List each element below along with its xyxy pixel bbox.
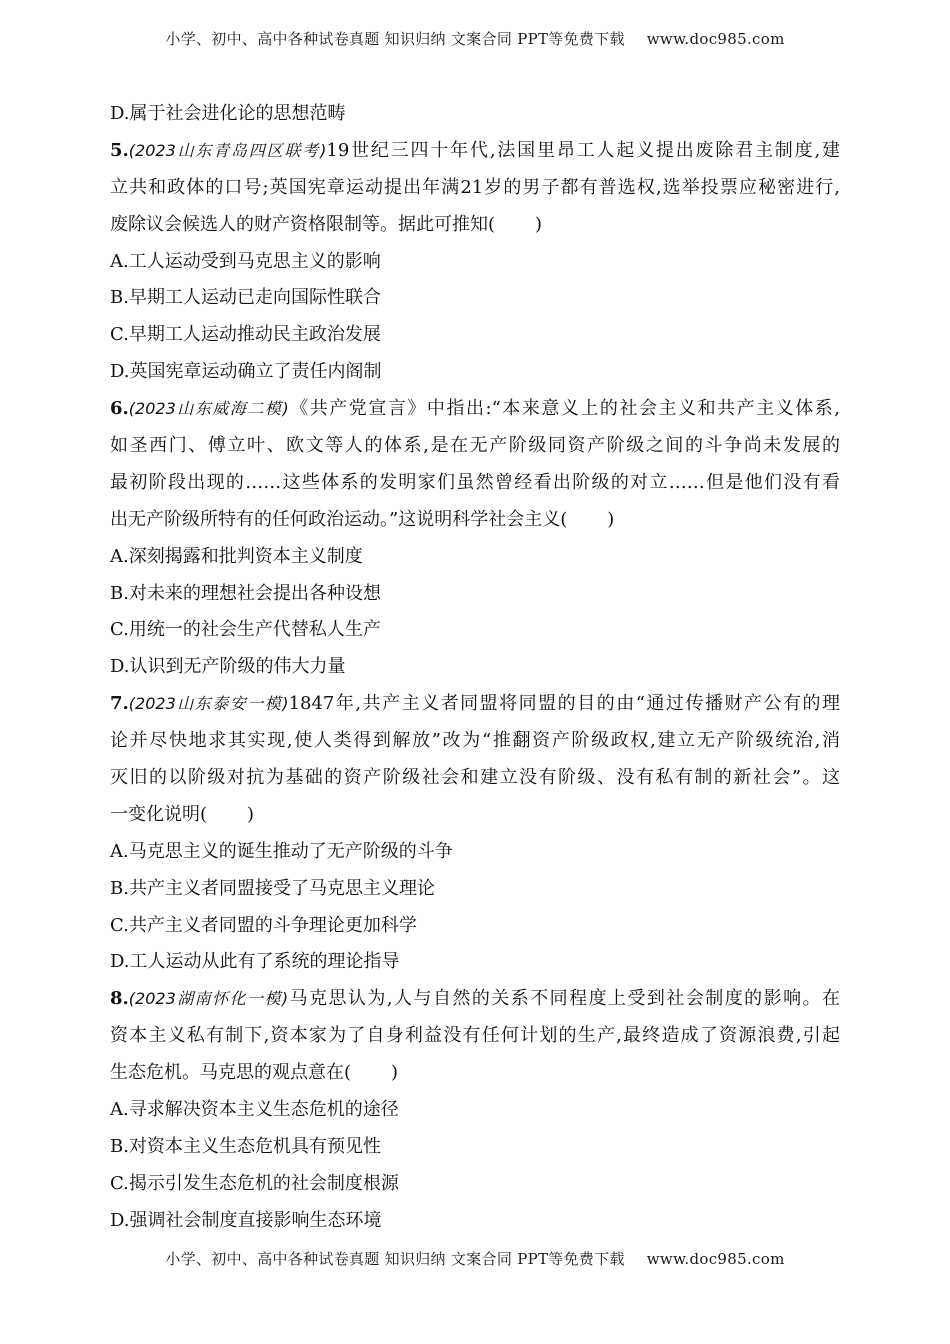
question-stem-line xyxy=(110,981,840,1018)
option-b[interactable]: B.对未来的理想社会提出各种设想 xyxy=(110,582,381,604)
option-c[interactable]: C.用统一的社会生产代替私人生产 xyxy=(110,619,381,641)
exam-content xyxy=(110,96,840,1240)
question-7 xyxy=(110,686,840,981)
question-number: 5. xyxy=(110,139,129,161)
option-a[interactable]: A.寻求解决资本主义生态危机的途径 xyxy=(110,1099,399,1121)
footer-text: 小学、初中、高中各种试卷真题 知识归纳 文案合同 PPT等免费下载 xyxy=(165,1250,625,1268)
question-number: 8. xyxy=(110,988,129,1010)
question-stem-line xyxy=(110,391,840,428)
option-c[interactable]: C.早期工人运动推动民主政治发展 xyxy=(110,324,381,346)
page-header xyxy=(0,28,950,49)
question-text: 《共产党宣言》中指出:“本来意义上的社会主义和共产主义体系, xyxy=(288,398,840,420)
header-site-link[interactable]: www.doc985.com xyxy=(646,30,785,48)
option-c[interactable]: C.共产主义者同盟的斗争理论更加科学 xyxy=(110,914,417,936)
question-stem-line: 立共和政体的口号;英国宪章运动提出年满21岁的男子都有普选权,选举投票应秘密进行, xyxy=(110,176,840,198)
prev-option-d: D.属于社会进化论的思想范畴 xyxy=(110,103,346,124)
option-a[interactable]: A.深刻揭露和批判资本主义制度 xyxy=(110,545,363,567)
question-number: 6. xyxy=(110,398,129,420)
question-8 xyxy=(110,981,840,1239)
question-text: 19世纪三四十年代,法国里昂工人起义提出废除君主制度,建 xyxy=(326,139,840,161)
option-d[interactable]: D.工人运动从此有了系统的理论指导 xyxy=(110,951,400,973)
question-stem-line xyxy=(110,133,840,170)
question-source: (2023山东威海二模) xyxy=(128,399,289,419)
page-footer xyxy=(0,1248,950,1269)
question-stem-line: 废除议会候选人的财产资格限制等。据此可推知( ) xyxy=(110,213,543,235)
question-stem-line xyxy=(110,686,840,723)
option-b[interactable]: B.早期工人运动已走向国际性联合 xyxy=(110,287,381,309)
question-source: (2023山东青岛四区联考) xyxy=(128,140,327,160)
header-text: 小学、初中、高中各种试卷真题 知识归纳 文案合同 PPT等免费下载 xyxy=(165,30,625,48)
question-stem-line: 灭旧的以阶级对抗为基础的资产阶级社会和建立没有阶级、没有私有制的新社会”。这 xyxy=(110,767,840,789)
question-stem-line: 一变化说明( ) xyxy=(110,803,255,825)
question-stem-line: 资本主义私有制下,资本家为了自身利益没有任何计划的生产,最终造成了资源浪费,引起 xyxy=(110,1025,840,1047)
question-stem-line: 生态危机。马克思的观点意在( ) xyxy=(110,1062,399,1084)
option-c[interactable]: C.揭示引发生态危机的社会制度根源 xyxy=(110,1172,399,1194)
question-stem-line: 如圣西门、傅立叶、欧文等人的体系,是在无产阶级同资产阶级之间的斗争尚未发展的 xyxy=(110,435,840,457)
question-stem-line: 出无产阶级所特有的任何政治运动。”这说明科学社会主义( ) xyxy=(110,508,615,530)
option-a[interactable]: A.马克思主义的诞生推动了无产阶级的斗争 xyxy=(110,840,453,862)
question-source: (2023湖南怀化一模) xyxy=(128,989,289,1009)
option-b[interactable]: B.对资本主义生态危机具有预见性 xyxy=(110,1135,381,1157)
question-text: 1847年,共产主义者同盟将同盟的目的由“通过传播财产公有的理 xyxy=(288,693,840,715)
option-d[interactable]: D.强调社会制度直接影响生态环境 xyxy=(110,1209,382,1231)
option-a[interactable]: A.工人运动受到马克思主义的影响 xyxy=(110,250,381,272)
footer-site-link[interactable]: www.doc985.com xyxy=(646,1250,785,1268)
question-text: 马克思认为,人与自然的关系不同程度上受到社会制度的影响。在 xyxy=(288,988,840,1010)
question-stem-line: 最初阶段出现的……这些体系的发明家们虽然曾经看出阶级的对立……但是他们没有看 xyxy=(110,471,840,493)
question-6 xyxy=(110,391,840,686)
question-number: 7. xyxy=(110,693,129,715)
option-d[interactable]: D.英国宪章运动确立了责任内阁制 xyxy=(110,361,382,383)
option-b[interactable]: B.共产主义者同盟接受了马克思主义理论 xyxy=(110,877,435,899)
question-source: (2023山东泰安一模) xyxy=(128,694,289,714)
question-5 xyxy=(110,133,840,391)
question-stem-line: 论并尽快地求其实现,使人类得到解放”改为“推翻资产阶级政权,建立无产阶级统治,消 xyxy=(110,730,840,752)
option-d[interactable]: D.认识到无产阶级的伟大力量 xyxy=(110,656,346,678)
